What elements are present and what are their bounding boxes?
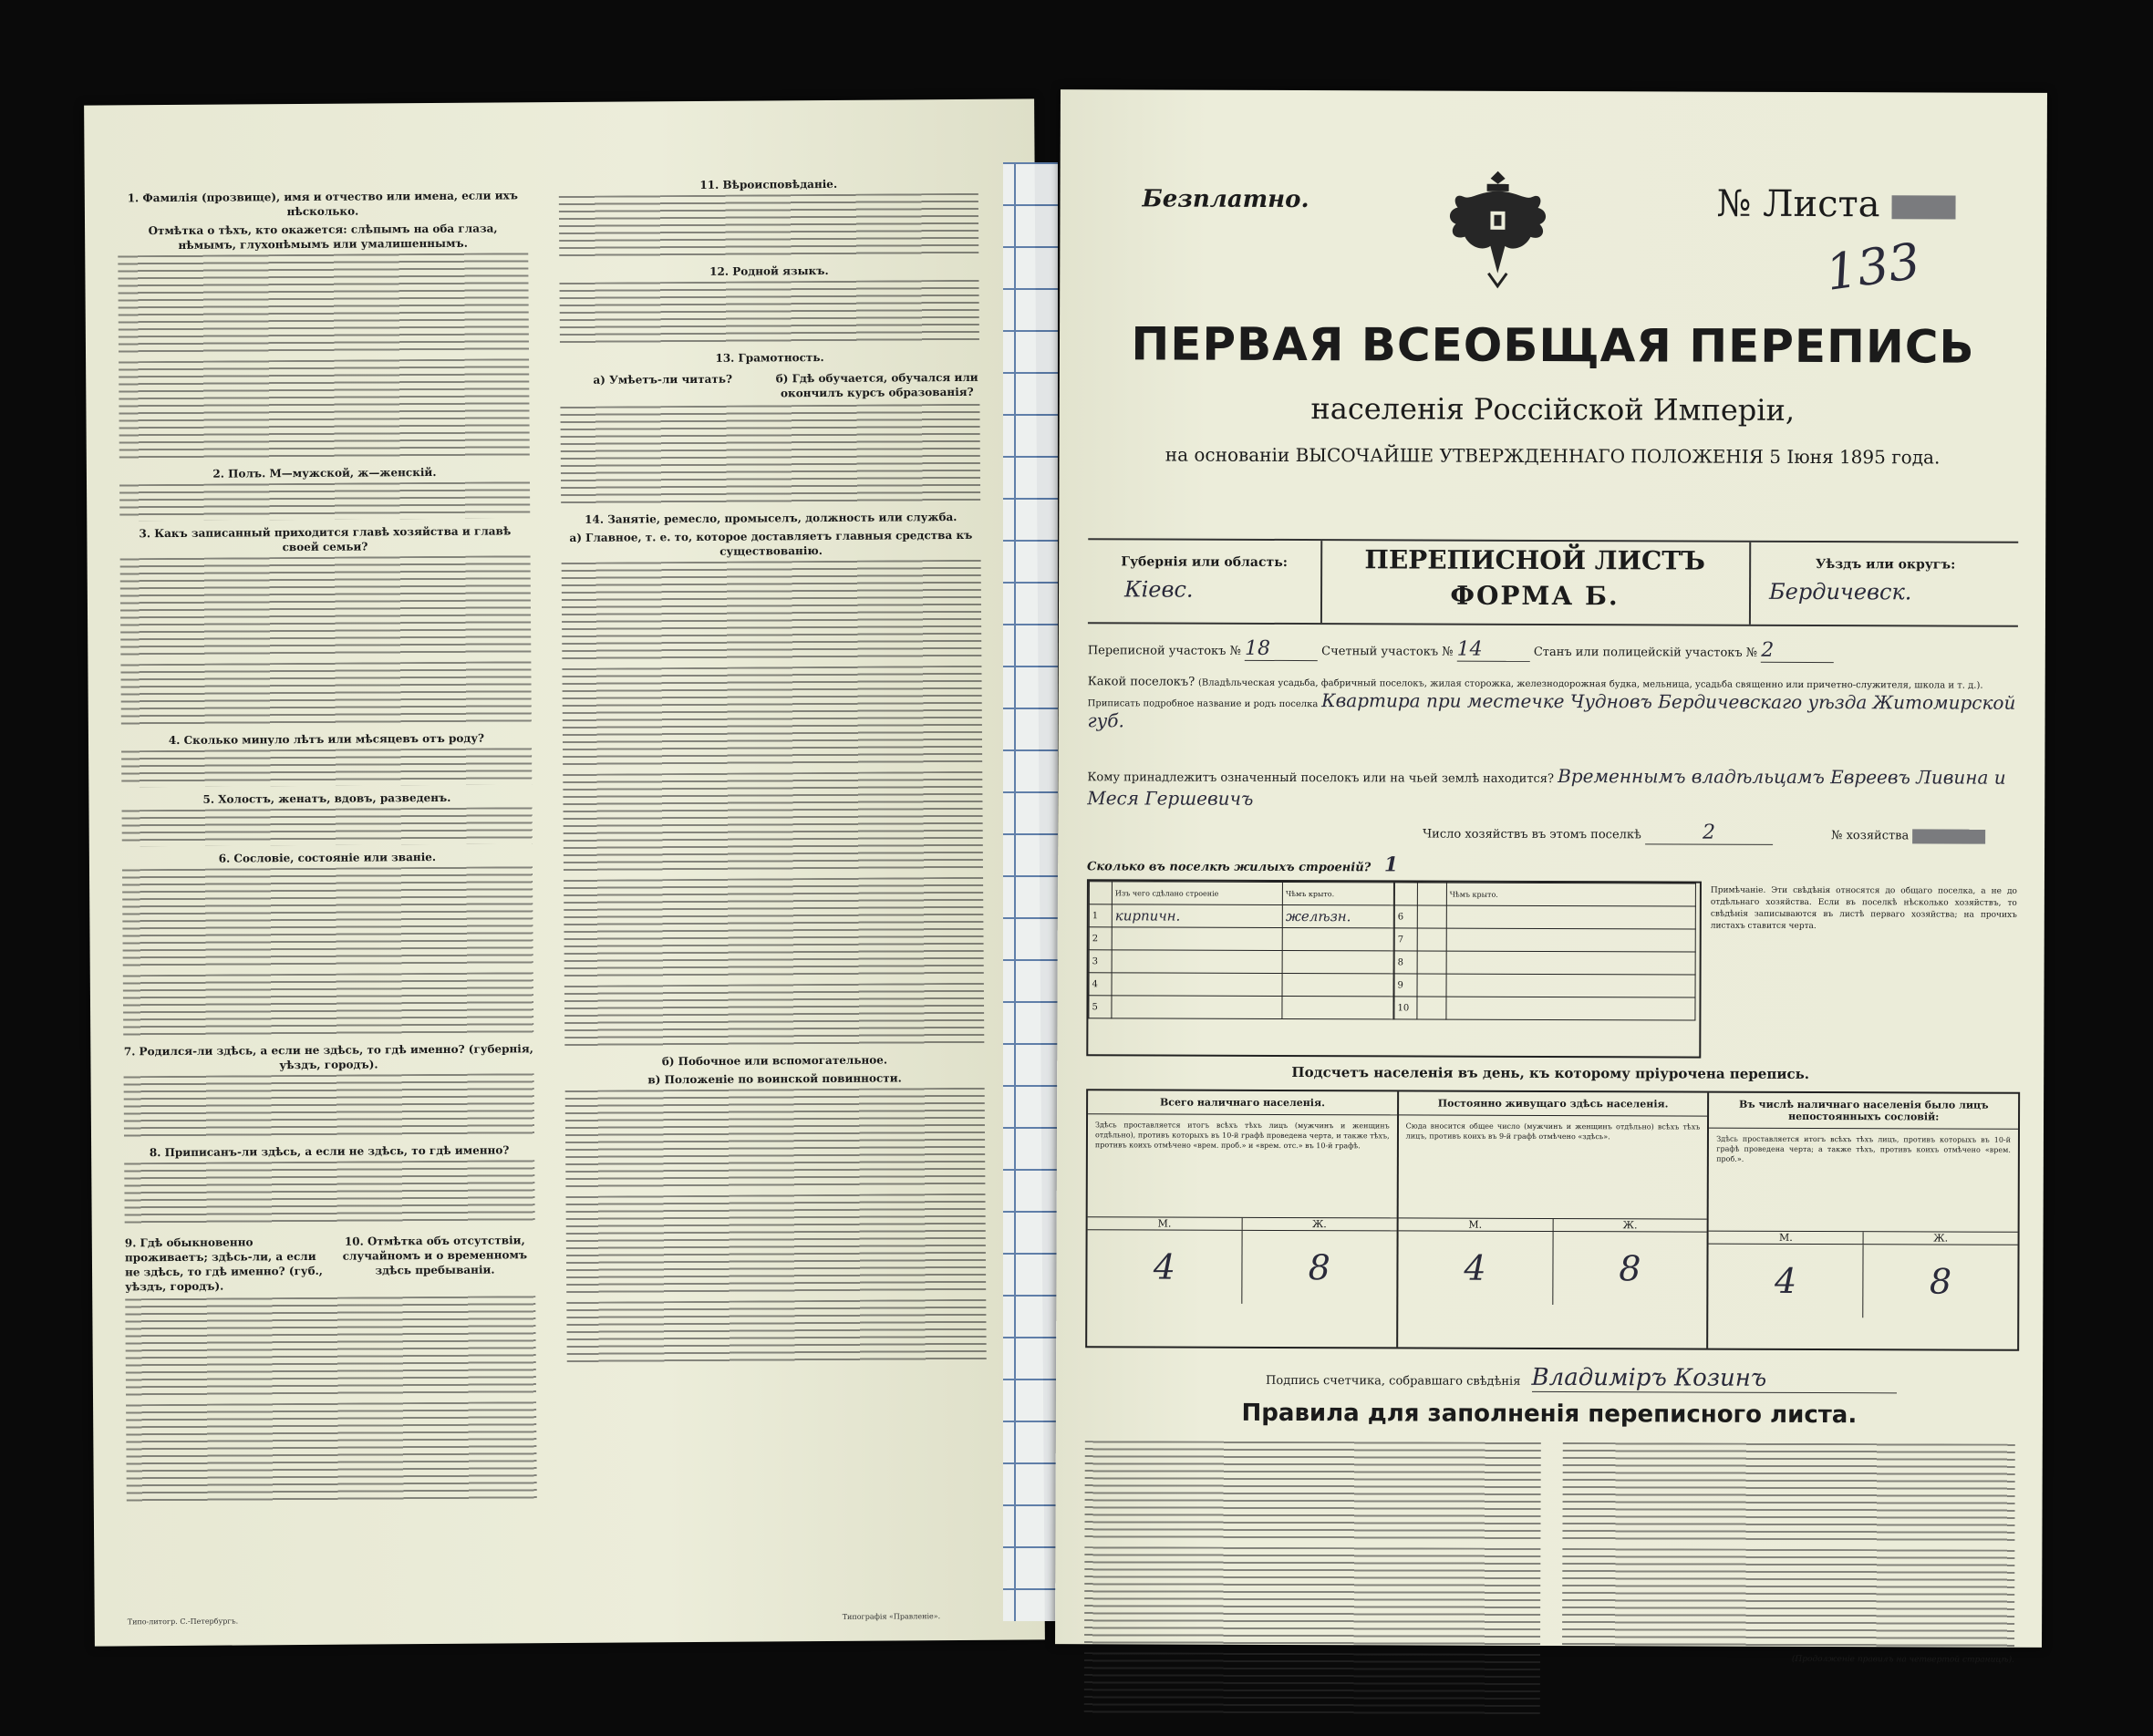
made-cell: кирпичн.	[1112, 904, 1282, 928]
buildings-value: 1	[1383, 852, 1399, 877]
buildings-label: Сколько въ поселкѣ жилыхъ строеній?	[1086, 860, 1372, 875]
settlement-label: Какой поселокъ?	[1087, 675, 1196, 689]
text-block	[565, 1194, 986, 1297]
section-heading: 6. Сословіе, состояніе или званіе.	[218, 850, 437, 865]
pop-col-nonpermanent	[1709, 1093, 2019, 1349]
table-row	[1089, 973, 1393, 997]
population-table	[1085, 1089, 2020, 1351]
text-block	[1562, 1548, 2014, 1650]
text-block	[123, 972, 533, 1038]
signature-line	[1266, 1363, 2013, 1394]
section-heading: 14. Занятіе, ремесло, промыселъ, должность или служба.	[585, 510, 957, 526]
free-label: Безплатно.	[1142, 185, 1309, 214]
counting-area-label: Счетный участокъ №	[1321, 645, 1454, 659]
settlement-hint: (Владѣльческая усадьба, фабричный поселокъ, жилая сторожка, железнодорожная будка, мельница, усадьба священно или причетно-служителя, школа и т. д.). Приписать подробное название и родъ поселка	[1087, 677, 1983, 710]
row-number: 9	[1394, 974, 1417, 997]
sheet-number-label: № Листа	[1716, 183, 1955, 226]
section-heading: 7. Родился-ли здѣсь, а если не здѣсь, то гдѣ именно? (губернія, уѣздъ, городъ).	[123, 1042, 533, 1072]
text-block	[562, 666, 982, 769]
text-block	[564, 877, 984, 980]
table-row	[1394, 951, 1695, 975]
owner-value: Временнымъ владѣльцамъ Евреевъ Ливина и Меся Гершевичъ	[1087, 765, 2006, 810]
section-heading: 13. Грамотность.	[715, 350, 824, 365]
section-heading: в) Положеніе по воинской повинности.	[647, 1071, 902, 1087]
section-heading: 10. Отмѣтка объ отсутствіи, случайномъ и о временномъ здѣсь пребываніи.	[342, 1234, 528, 1277]
pop-col-resident	[1398, 1091, 1710, 1348]
female-label: Ж.	[1311, 1218, 1327, 1231]
section-heading: 12. Родной языкъ.	[709, 264, 829, 278]
sheet-number-redaction	[1891, 195, 1955, 219]
text-block	[122, 866, 533, 969]
form-title: ПЕРЕПИСНОЙ ЛИСТЪ	[1364, 544, 1706, 576]
roof-cell: желѣзн.	[1282, 904, 1393, 927]
text-block	[563, 771, 983, 874]
buildings-table-right	[1393, 882, 1696, 1020]
owner-label: Кому принадлежитъ означенный поселокъ или на чьей землѣ находится?	[1087, 770, 1555, 787]
census-area-value: 18	[1245, 637, 1318, 661]
female-label: Ж.	[1622, 1219, 1638, 1232]
signature-label: Подпись счетчика, собравшаго свѣдѣнія	[1266, 1373, 1521, 1389]
roof-cell	[1282, 927, 1393, 950]
rules-title: Правила для заполненія переписного листа.	[1241, 1399, 1858, 1430]
counting-area-value: 14	[1457, 638, 1530, 662]
table-row	[1089, 904, 1393, 928]
pop-col-head: Въ числѣ наличнаго населенія было лицъ непостоянныхъ сословій:	[1709, 1093, 2018, 1130]
left-column-2	[559, 172, 987, 1371]
police-area-value: 2	[1761, 639, 1834, 663]
section-heading: б) Побочное или вспомогательное.	[661, 1053, 888, 1069]
text-block	[1084, 1652, 1540, 1718]
basis-line: на основаніи ВЫСОЧАЙШЕ УТВЕРЖДЕННАГО ПОЛОЖЕНІЯ 5 Іюня 1895 года.	[1164, 443, 1941, 469]
made-cell	[1112, 927, 1282, 951]
settlement-value: Квартира при местечке Чудновъ Бердичевскаго уѣзда Житомирской губ.	[1087, 689, 2016, 732]
male-count: 4	[1087, 1230, 1242, 1304]
text-block	[562, 560, 982, 663]
form-subtitle: ФОРМА Б.	[1450, 580, 1620, 612]
text-block	[126, 1401, 537, 1504]
table-row	[1089, 996, 1393, 1019]
row-number: 3	[1089, 950, 1112, 973]
district-box	[1749, 542, 2020, 625]
owner-block	[1087, 764, 2017, 815]
household-no-label: № хозяйства	[1831, 829, 1910, 843]
rules-column-right	[1562, 1441, 2015, 1665]
text-block	[122, 807, 533, 846]
district-value: Бердичевск.	[1769, 578, 1912, 605]
section-heading: 1. Фамилія (прозвище), имя и отчество или имена, если ихъ нѣсколько.	[127, 189, 519, 219]
form-header	[1088, 538, 2018, 627]
text-block	[559, 193, 978, 260]
printer-note-left: Типо-литогр. С.-Петербургъ.	[127, 1617, 239, 1627]
text-block	[119, 358, 530, 461]
section-heading: а) Умѣетъ-ли читать?	[593, 372, 733, 387]
row-number: 6	[1394, 905, 1417, 928]
roof-cell	[1282, 950, 1393, 973]
rules-footer: (Продолженіе правилъ на четвертой страницѣ).	[1791, 1654, 2014, 1665]
text-block	[1562, 1442, 2014, 1545]
buildings-table-left	[1088, 881, 1394, 1019]
text-block	[124, 1073, 534, 1140]
households-line	[1423, 821, 2015, 846]
male-count: 4	[1398, 1231, 1553, 1305]
buildings-table	[1086, 879, 1702, 1058]
table-row	[1394, 997, 1695, 1020]
left-column-1	[118, 184, 537, 1510]
row-number: 7	[1394, 928, 1417, 951]
table-row	[1394, 974, 1695, 997]
male-count: 4	[1709, 1245, 1864, 1318]
table-row	[1089, 950, 1393, 974]
male-label: М.	[1398, 1218, 1553, 1231]
section-heading: 8. Приписанъ-ли здѣсь, а если не здѣсь, то гдѣ именно?	[149, 1143, 510, 1160]
text-block	[1084, 1546, 1540, 1648]
household-no-redaction	[1912, 829, 1985, 843]
section-heading: 11. Вѣроисповѣданіе.	[699, 177, 838, 191]
province-box	[1088, 540, 1322, 623]
roof-cell	[1282, 973, 1393, 996]
district-label: Уѣздъ или округъ:	[1815, 557, 1956, 573]
row-number: 8	[1394, 951, 1417, 974]
female-count: 8	[1308, 1247, 1330, 1288]
households-label: Число хозяйствъ въ этомъ поселкѣ	[1423, 827, 1641, 842]
table-row	[1089, 927, 1393, 951]
page-subtitle: населенія Россійской Имперіи,	[1310, 391, 1796, 428]
roof-cell	[1282, 996, 1393, 1018]
table-row	[1394, 928, 1695, 952]
female-count: 8	[1929, 1261, 1952, 1302]
imperial-eagle-icon	[1443, 164, 1552, 292]
section-heading: 9. Гдѣ обыкновенно проживаетъ; здѣсь-ли, а если не здѣсь, то гдѣ именно? (губ., уѣздъ, городъ).	[124, 1235, 323, 1294]
text-block	[120, 555, 532, 658]
pop-col-desc: Здѣсь проставляется итогъ всѣхъ тѣхъ лицъ, противъ которыхъ въ 10-й графѣ проведена черта; а также тѣхъ, противъ коихъ отмѣчено «врем. проб.».	[1716, 1134, 2011, 1163]
section-heading: 4. Сколько минуло лѣтъ или мѣсяцевъ отъ роду?	[168, 731, 485, 748]
pop-col-desc: Здѣсь проставляется итогъ всѣхъ тѣхъ лицъ (мужчинъ и женщинъ отдѣльно), противъ которыхъ въ 10-й графѣ проведена черта, и также тѣхъ, противъ коихъ отмѣчено «врем. проб.» и «врем. отс.» въ 10-й графѣ.	[1094, 1121, 1390, 1151]
male-label: М.	[1088, 1217, 1243, 1230]
left-page	[84, 98, 1045, 1646]
table-row	[1394, 905, 1695, 929]
text-block	[120, 661, 531, 728]
col-head-roof-2: Чѣмъ крыто.	[1446, 883, 1695, 906]
right-page	[1055, 89, 2047, 1665]
text-block	[560, 404, 980, 507]
text-block	[125, 1296, 536, 1399]
households-value: 2	[1645, 821, 1773, 844]
row-number: 5	[1089, 996, 1112, 1018]
row-number: 1	[1089, 904, 1112, 927]
text-block	[565, 1088, 986, 1191]
text-block	[566, 1299, 986, 1366]
row-number: 4	[1089, 973, 1112, 996]
section-heading: а) Главное, т. е. то, которое доставляетъ главныя средства къ существованію.	[569, 528, 973, 558]
section-heading: 5. Холостъ, женатъ, вдовъ, разведенъ.	[202, 790, 451, 806]
female-label: Ж.	[1933, 1232, 1949, 1245]
police-area-label: Станъ или полицейскій участокъ №	[1533, 645, 1758, 660]
text-block	[1084, 1441, 1540, 1543]
text-block	[124, 1160, 534, 1226]
printer-note-right: Типографія «Правленіе».	[842, 1612, 941, 1621]
signature-value: Владиміръ Козинъ	[1532, 1364, 1897, 1393]
col-head-made: Изъ чего сдѣлано строеніе	[1112, 882, 1282, 905]
settlement-block	[1088, 673, 2018, 735]
pop-col-head: Всего наличнаго населенія.	[1088, 1090, 1397, 1115]
section-heading: б) Гдѣ обучается, обучался или окончилъ курсъ образованія?	[775, 370, 978, 400]
text-block	[121, 748, 532, 787]
text-block	[118, 253, 529, 356]
population-title: Подсчетъ населенія въ день, къ которому пріурочена перепись.	[1291, 1064, 1810, 1082]
sheet-number-handwritten: 133	[1822, 232, 1924, 302]
text-block	[559, 280, 978, 346]
buildings-line	[1087, 852, 1398, 876]
made-cell	[1112, 996, 1282, 1019]
census-line	[1088, 636, 2018, 664]
row-number: 2	[1089, 927, 1112, 950]
made-cell	[1112, 950, 1282, 974]
province-value: Кіевс.	[1124, 576, 1194, 603]
page-title: ПЕРВАЯ ВСЕОБЩАЯ ПЕРЕПИСЬ	[1131, 317, 1975, 374]
section-heading: 3. Какъ записанный приходится главѣ хозяйства и главѣ своей семьи?	[139, 524, 512, 554]
text-block	[119, 481, 530, 521]
form-title-box	[1320, 541, 1749, 612]
census-area-label: Переписной участокъ №	[1087, 644, 1241, 658]
section-heading: 2. Полъ. М—мужской, ж—женскій.	[212, 465, 437, 480]
row-number: 10	[1394, 997, 1417, 1019]
female-count: 8	[1619, 1248, 1641, 1289]
pop-col-desc: Сюда вносится общее число (мужчинъ и женщинъ отдѣльно) всѣхъ тѣхъ лицъ, противъ коихъ въ 9-й графѣ отмѣчено «здѣсь».	[1405, 1121, 1701, 1142]
col-head-roof: Чѣмъ крыто.	[1282, 882, 1393, 904]
pop-col-present	[1087, 1090, 1399, 1347]
rules-column-left	[1084, 1439, 1541, 1723]
text-block	[564, 983, 984, 1049]
section-heading: Отмѣтка о тѣхъ, кто окажется: слѣпымъ на оба глаза, нѣмымъ, глухонѣмымъ или умалишеннымъ.	[148, 222, 498, 252]
pop-col-head: Постоянно живущаго здѣсь населенія.	[1399, 1091, 1708, 1116]
province-label: Губернія или область:	[1121, 554, 1288, 570]
ruled-paper-strip	[1003, 162, 1058, 1621]
male-label: М.	[1709, 1232, 1864, 1245]
buildings-note: Примѣчаніе. Эти свѣдѣнія относятся до общаго поселка, а не до отдѣльнаго хозяйства. Если въ поселкѣ нѣсколько хозяйствъ, то свѣдѣнія записываются въ листѣ перваго хозяйства; на прочихъ листахъ ставится черта.	[1710, 885, 2017, 932]
made-cell	[1112, 973, 1282, 997]
